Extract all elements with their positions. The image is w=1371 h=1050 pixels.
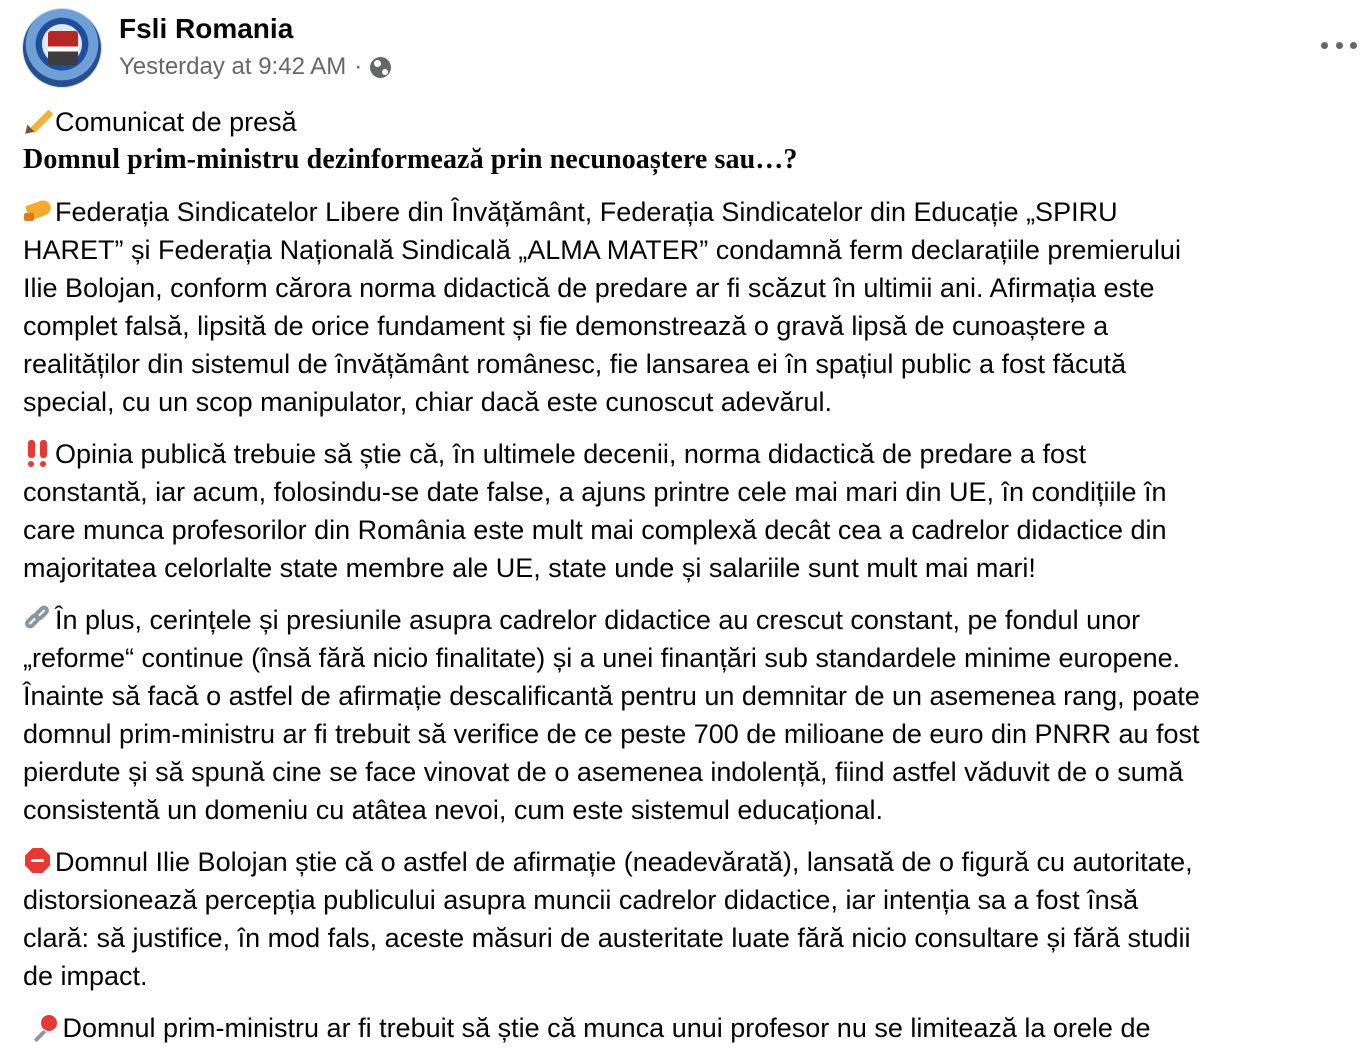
link-icon (23, 604, 52, 633)
paragraph-text: În plus, cerințele și presiunile asupra cadrelor didactice au crescut constant, pe fondul unor (55, 605, 1141, 635)
paragraph-text: Federația Sindicatelor Libere din Învățământ, Federația Sindicatelor din Educație „SPIRU (55, 197, 1118, 227)
paragraph-line: clară: să justifice, în mod fals, aceste măsuri de austeritate luate fără nicio consultare și fără studii (23, 923, 1191, 953)
paragraph-line: „reforme“ continue (însă fără nicio finalitate) și a unei finanțări sub standardele minime europene. (23, 643, 1181, 673)
paragraph-line: pierdute și să spună cine se face vinovat de o asemenea indolență, fiind astfel văduvit de o sumă (23, 757, 1184, 787)
paragraph-line: HARET” și Federația Națională Sindicală „ALMA MATER” condamnă ferm declarațiile premierului (23, 235, 1181, 265)
paragraph-line: Înainte să facă o astfel de afirmație descalificantă pentru un demnitar de un asemenea rang, poate (23, 681, 1200, 711)
paragraph-text: Opinia publică trebuie să știe că, în ultimele decenii, norma didactică de predare a fost (55, 439, 1087, 469)
paragraph-4 (23, 843, 1371, 995)
paragraph-line: domnul prim-ministru ar fi trebuit să verifice de ce peste 700 de milioane de euro din PNRR au fost (23, 719, 1200, 749)
double-exclamation-icon (23, 438, 52, 467)
post-text (23, 103, 1371, 1047)
paragraph-line: de impact. (23, 961, 148, 991)
post-header (22, 8, 1371, 90)
paragraph-line (23, 435, 1371, 473)
pushpin-icon (31, 1012, 60, 1041)
more-dot-icon (1336, 42, 1343, 49)
post-timestamp-link[interactable]: Yesterday at 9:42 AM (119, 53, 347, 80)
paragraph-line: consistentă un domeniu cu atâtea nevoi, cum este sistemul educațional. (23, 795, 884, 825)
paragraph-1 (23, 193, 1371, 421)
paragraph-line: complet falsă, lipsită de orice fundament și fie demonstrează o gravă lipsă de cunoaștere a (23, 311, 1109, 341)
paragraph-line (23, 1009, 1371, 1047)
more-options-icon[interactable] (1321, 32, 1357, 58)
paragraph-line: care munca profesorilor din România este mult mai complexă decât cea a cadrelor didactice din (23, 515, 1167, 545)
more-dot-icon (1321, 42, 1328, 49)
globe-icon[interactable] (370, 57, 391, 78)
paragraph-2 (23, 435, 1371, 587)
paragraph-line: distorsionează percepția publicului asupra muncii cadrelor didactice, iar intenția sa a fost însă (23, 885, 1139, 915)
pencil-icon (23, 106, 52, 135)
stop-sign-icon (23, 846, 52, 875)
post-title: Domnul prim-ministru dezinformează prin necunoaștere sau…? (23, 144, 798, 175)
paragraph-line: special, cu un scop manipulator, chiar dacă este cunoscut adevărul. (23, 387, 832, 417)
paragraph-text: Domnul Ilie Bolojan știe că o astfel de afirmație (neadevărată), lansată de o figură cu autoritate, (55, 847, 1193, 877)
meta-separator: · (354, 53, 363, 80)
press-release-label: Comunicat de presă (55, 107, 297, 137)
paragraph-line: constantă, iar acum, folosindu-se date false, a ajuns printre cele mai mari din UE, în condițiile în (23, 477, 1167, 507)
paragraph-line: realităților din sistemul de învățământ românesc, fie lansarea ei în spațiul public a fost făcută (23, 349, 1127, 379)
post-meta (119, 53, 391, 81)
press-release-line (23, 103, 1371, 141)
paragraph-line: Ilie Bolojan, conform cărora norma didactică de predare ar fi scăzut în ultimii ani. Afirmația este (23, 273, 1155, 303)
page-logo-icon (48, 31, 78, 65)
paragraph-text: Domnul prim-ministru ar fi trebuit să știe că munca unui profesor nu se limitează la orele de (62, 1013, 1151, 1043)
paragraph-5 (23, 1009, 1371, 1047)
megaphone-icon (23, 196, 52, 225)
paragraph-3 (23, 601, 1371, 829)
page-name-link[interactable]: Fsli Romania (119, 13, 294, 44)
paragraph-line (23, 193, 1371, 231)
paragraph-line (23, 843, 1371, 881)
page-avatar[interactable] (22, 8, 102, 88)
paragraph-line: majoritatea celorlalte state membre ale UE, state unde și salariile sunt mult mai mari! (23, 553, 1036, 583)
more-dot-icon (1350, 42, 1357, 49)
paragraph-line (23, 601, 1371, 639)
